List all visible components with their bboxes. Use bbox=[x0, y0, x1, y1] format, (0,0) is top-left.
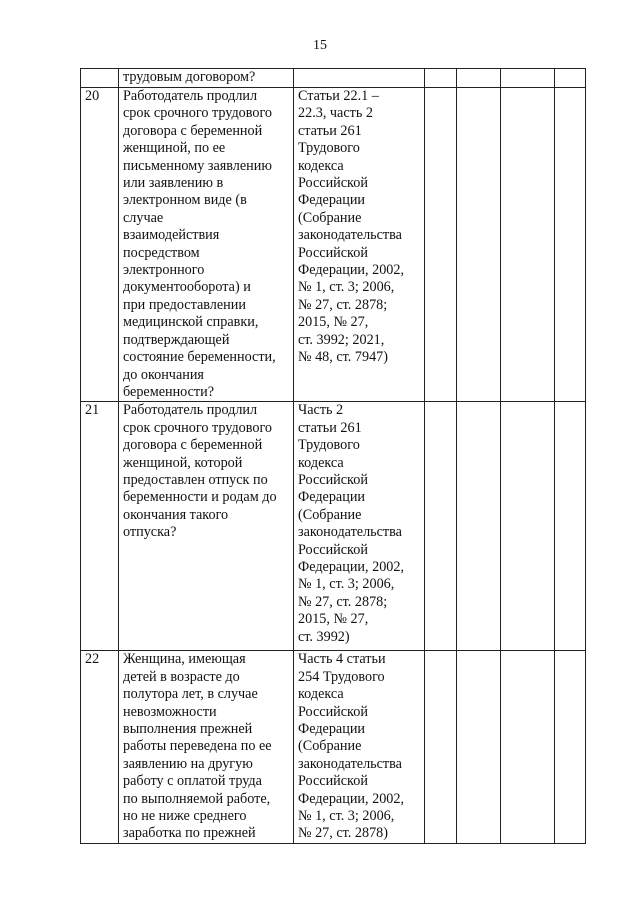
question-text: трудовым договором? bbox=[119, 69, 294, 88]
answer-yes-cell bbox=[425, 88, 457, 402]
table-row bbox=[81, 69, 586, 88]
answer-no-cell bbox=[457, 88, 501, 402]
row-number bbox=[81, 69, 119, 88]
notes-cell bbox=[555, 88, 586, 402]
notes-cell bbox=[555, 402, 586, 651]
row-number: 20 bbox=[81, 88, 119, 402]
answer-no-cell bbox=[457, 402, 501, 651]
answer-no-cell bbox=[457, 69, 501, 88]
answer-yes-cell bbox=[425, 69, 457, 88]
answer-na-cell bbox=[501, 69, 555, 88]
notes-cell bbox=[555, 69, 586, 88]
answer-na-cell bbox=[501, 88, 555, 402]
answer-na-cell bbox=[501, 651, 555, 843]
legal-reference bbox=[294, 69, 425, 88]
question-text: Работодатель продлил срок срочного трудового договора с беременной женщиной, по ее письменному заявлению или заявлению в электронном виде (в случае взаимодействия посредством электронного документооборота) и при предоставлении медицинской справки, подтверждающей состояние беременности, до окончания беременности? bbox=[119, 88, 294, 402]
table-row bbox=[81, 88, 586, 402]
answer-no-cell bbox=[457, 651, 501, 843]
question-text: Женщина, имеющая детей в возрасте до полутора лет, в случае невозможности выполнения прежней работы переведена по ее заявлению на другую работу с оплатой труда по выполняемой работе, но не ниже среднего заработка по прежней bbox=[119, 651, 294, 843]
legal-reference: Статьи 22.1 – 22.3, часть 2 статьи 261 Трудового кодекса Российской Федерации (Собрание законодательства Российской Федерации, 2002, № 1, ст. 3; 2006, № 27, ст. 2878; 2015, № 27, ст. 3992; 2021, № 48, ст. 7947) bbox=[294, 88, 425, 402]
page-number: 15 bbox=[313, 38, 327, 53]
checklist-table bbox=[80, 68, 586, 844]
row-number: 22 bbox=[81, 651, 119, 843]
notes-cell bbox=[555, 651, 586, 843]
answer-yes-cell bbox=[425, 402, 457, 651]
answer-na-cell bbox=[501, 402, 555, 651]
table-row bbox=[81, 651, 586, 843]
legal-reference: Часть 2 статьи 261 Трудового кодекса Российской Федерации (Собрание законодательства Российской Федерации, 2002, № 1, ст. 3; 2006, № 27, ст. 2878; 2015, № 27, ст. 3992) bbox=[294, 402, 425, 651]
table-row bbox=[81, 402, 586, 651]
legal-reference: Часть 4 статьи 254 Трудового кодекса Российской Федерации (Собрание законодательства Российской Федерации, 2002, № 1, ст. 3; 2006, № 27, ст. 2878) bbox=[294, 651, 425, 843]
question-text: Работодатель продлил срок срочного трудового договора с беременной женщиной, которой предоставлен отпуск по беременности и родам до окончания такого отпуска? bbox=[119, 402, 294, 651]
row-number: 21 bbox=[81, 402, 119, 651]
answer-yes-cell bbox=[425, 651, 457, 843]
